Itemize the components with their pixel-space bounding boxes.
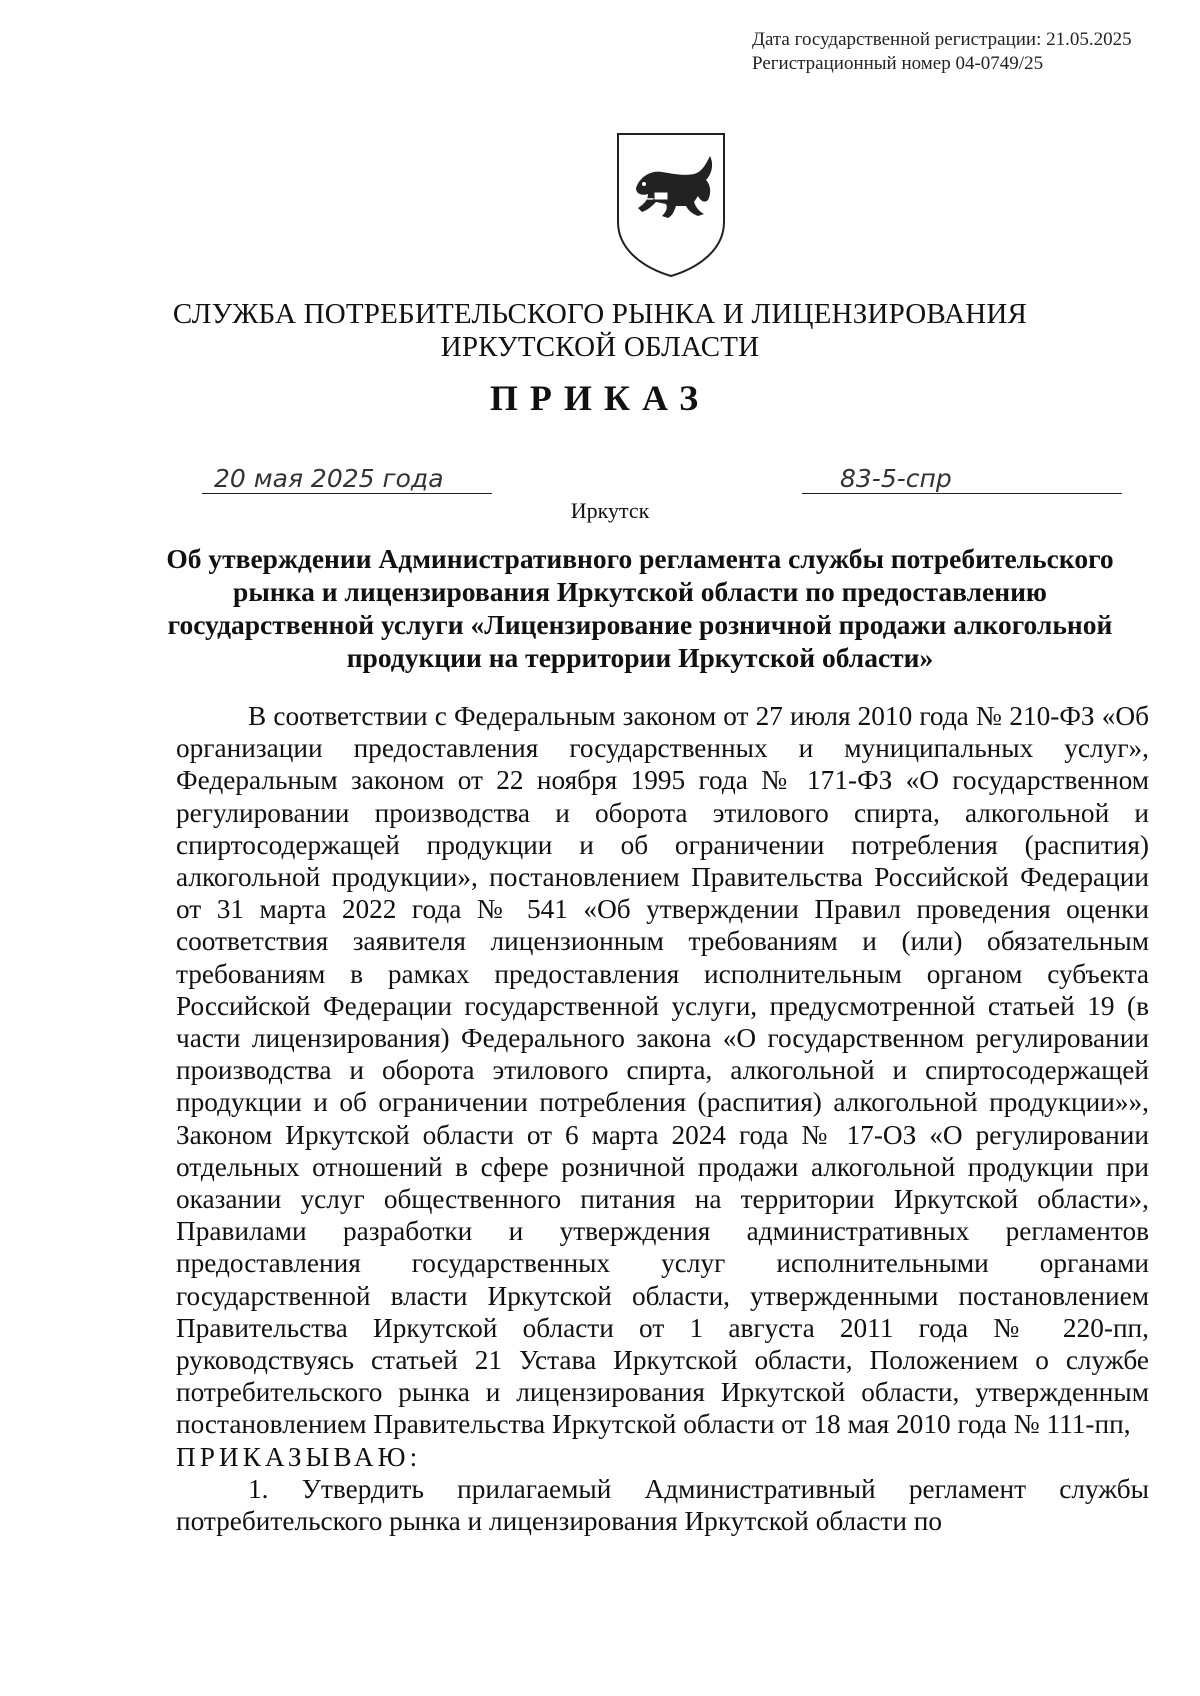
number-field	[802, 463, 1122, 494]
organization-line-1: СЛУЖБА ПОТРЕБИТЕЛЬСКОГО РЫНКА И ЛИЦЕНЗИРОВАНИЯ	[172, 298, 1028, 330]
document-body	[176, 700, 1149, 1537]
city: Иркутск	[570, 498, 650, 523]
irkutsk-coat-of-arms-icon	[614, 130, 728, 280]
date-field	[202, 463, 492, 494]
registration-stamp	[752, 28, 1132, 76]
registration-date: Дата государственной регистрации: 21.05.2025	[752, 29, 1132, 50]
document-title: Об утверждении Административного регламента службы потребительского рынка и лицензирования Иркутской области по предоставлению государственной услуги «Лицензирование розничной продажи алкогольной продукции на территории Иркутской области»	[166, 543, 1114, 673]
organization-line-2: ИРКУТСКОЙ ОБЛАСТИ	[440, 331, 760, 363]
handwritten-date: 20 мая 2025 года	[214, 464, 444, 493]
handwritten-number: 83-5-спр	[840, 464, 952, 493]
document-type: ПРИКАЗ	[489, 378, 711, 418]
preamble-paragraph: В соответствии с Федеральным законом от 27 июля 2010 года № 210-ФЗ «Об организации предоставления государственных и муниципальных услуг», Федеральным законом от 22 ноября 1995 года № 171-ФЗ «О государственном регулировании производства и оборота этилового спирта, алкогольной и спиртосодержащей продукции и об ограничении потребления (распития) алкогольной продукции», постановлением Правительства Российской Федерации от 31 марта 2022 года № 541 «Об утверждении Правил проведения оценки соответствия заявителя лицензионным требованиям и (или) обязательным требованиям в рамках предоставления исполнительным органом субъекта Российской Федерации государственной услуги, предусмотренной статьей 19 (в части лицензирования) Федерального закона «О государственном регулировании производства и оборота этилового спирта, алкогольной и спиртосодержащей продукции и об ограничении потребления (распития) алкогольной продукции»», Законом Иркутской области от 6 марта 2024 года № 17-ОЗ «О регулировании отдельных отношений в сфере розничной продажи алкогольной продукции при оказании услуг общественного питания на территории Иркутской области», Правилами разработки и утверждения административных регламентов предоставления государственных услуг исполнительными органами государственной власти Иркутской области, утвержденными постановлением Правительства Иркутской области от 1 августа 2011 года № 220-пп, руководствуясь статьей 21 Устава Иркутской области, Положением о службе потребительского рынка и лицензирования Иркутской области, утвержденным постановлением Правительства Иркутской области от 18 мая 2010 года № 111-пп,	[176, 701, 1149, 1440]
organization-name	[0, 298, 1200, 364]
order-item-1: 1. Утвердить прилагаемый Административный регламент службы потребительского рынка и лицензирования Иркутской области по	[176, 1473, 1149, 1537]
order-word: ПРИКАЗЫВАЮ:	[176, 1441, 422, 1472]
registration-number: Регистрационный номер 04-0749/25	[752, 53, 1044, 74]
